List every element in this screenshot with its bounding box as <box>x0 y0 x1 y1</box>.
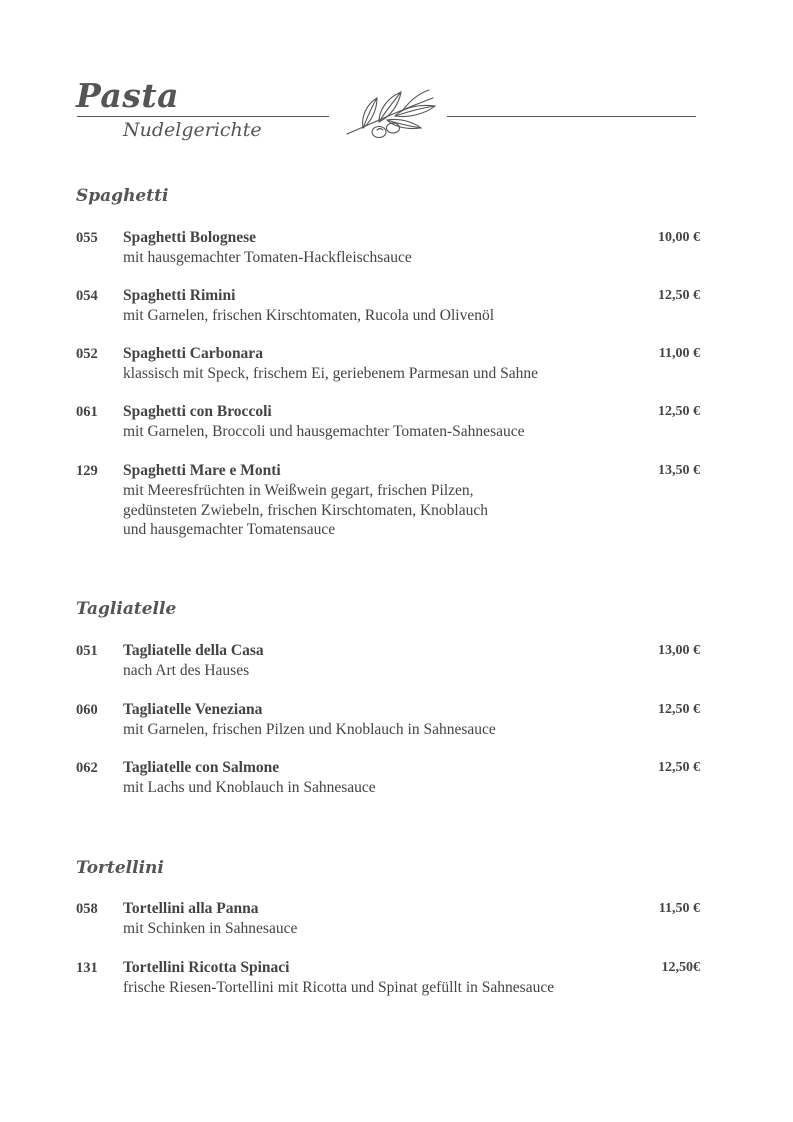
item-number: 054 <box>76 288 98 304</box>
page-header <box>0 0 793 160</box>
item-description: mit Garnelen, frischen Pilzen und Knoblauch in Sahnesauce <box>123 721 496 738</box>
olive-branch-icon <box>343 86 439 142</box>
item-description: mit Meeresfrüchten in Weißwein gegart, frischen Pilzen, gedünsteten Zwiebeln, frischen Kirschtomaten, Knoblauch und hausgemachter Tomatensauce <box>123 482 488 538</box>
item-description: frische Riesen-Tortellini mit Ricotta und Spinat gefüllt in Sahnesauce <box>123 979 555 996</box>
item-number: 060 <box>76 702 98 718</box>
item-price: 12,50 € <box>658 404 700 419</box>
page-subtitle: Nudelgerichte <box>123 119 262 141</box>
item-price: 12,50 € <box>658 760 700 775</box>
section-title-tagliatelle: Tagliatelle <box>76 599 177 619</box>
item-description: mit hausgemachter Tomaten-Hackfleischsauce <box>123 249 412 266</box>
item-name: Tagliatelle Veneziana <box>123 701 263 718</box>
item-description: mit Garnelen, Broccoli und hausgemachter Tomaten-Sahnesauce <box>123 423 525 440</box>
item-name: Spaghetti Carbonara <box>123 345 263 362</box>
item-name: Spaghetti Rimini <box>123 287 236 304</box>
item-price: 12,50 € <box>658 702 700 717</box>
item-description: mit Lachs und Knoblauch in Sahnesauce <box>123 779 376 796</box>
item-name: Tagliatelle della Casa <box>123 642 264 659</box>
item-name: Spaghetti Mare e Monti <box>123 462 281 479</box>
item-number: 062 <box>76 760 98 776</box>
item-number: 052 <box>76 346 98 362</box>
item-price: 11,50 € <box>658 901 700 916</box>
item-price: 12,50€ <box>661 960 700 975</box>
title-rule-left <box>77 116 329 117</box>
item-price: 13,50 € <box>658 463 700 478</box>
item-price: 11,00 € <box>658 346 700 361</box>
item-name: Spaghetti Bolognese <box>123 229 257 246</box>
item-name: Tagliatelle con Salmone <box>123 759 280 776</box>
item-description: mit Schinken in Sahnesauce <box>123 920 298 937</box>
item-price: 13,00 € <box>658 643 700 658</box>
item-number: 129 <box>76 463 98 479</box>
item-description: mit Garnelen, frischen Kirschtomaten, Rucola und Olivenöl <box>123 307 495 324</box>
item-number: 131 <box>76 960 98 976</box>
item-price: 10,00 € <box>658 230 700 245</box>
item-number: 058 <box>76 901 98 917</box>
section-title-spaghetti: Spaghetti <box>76 186 169 206</box>
item-name: Tortellini Ricotta Spinaci <box>123 959 290 976</box>
page-title: Pasta <box>76 76 180 115</box>
item-number: 055 <box>76 230 98 246</box>
item-name: Tortellini alla Panna <box>123 900 259 917</box>
section-title-tortellini: Tortellini <box>76 858 164 878</box>
title-rule-right <box>447 116 696 117</box>
item-number: 061 <box>76 404 98 420</box>
item-description: klassisch mit Speck, frischem Ei, geriebenem Parmesan und Sahne <box>123 365 538 382</box>
item-description: nach Art des Hauses <box>123 662 250 679</box>
item-name: Spaghetti con Broccoli <box>123 403 272 420</box>
item-price: 12,50 € <box>658 288 700 303</box>
item-number: 051 <box>76 643 98 659</box>
